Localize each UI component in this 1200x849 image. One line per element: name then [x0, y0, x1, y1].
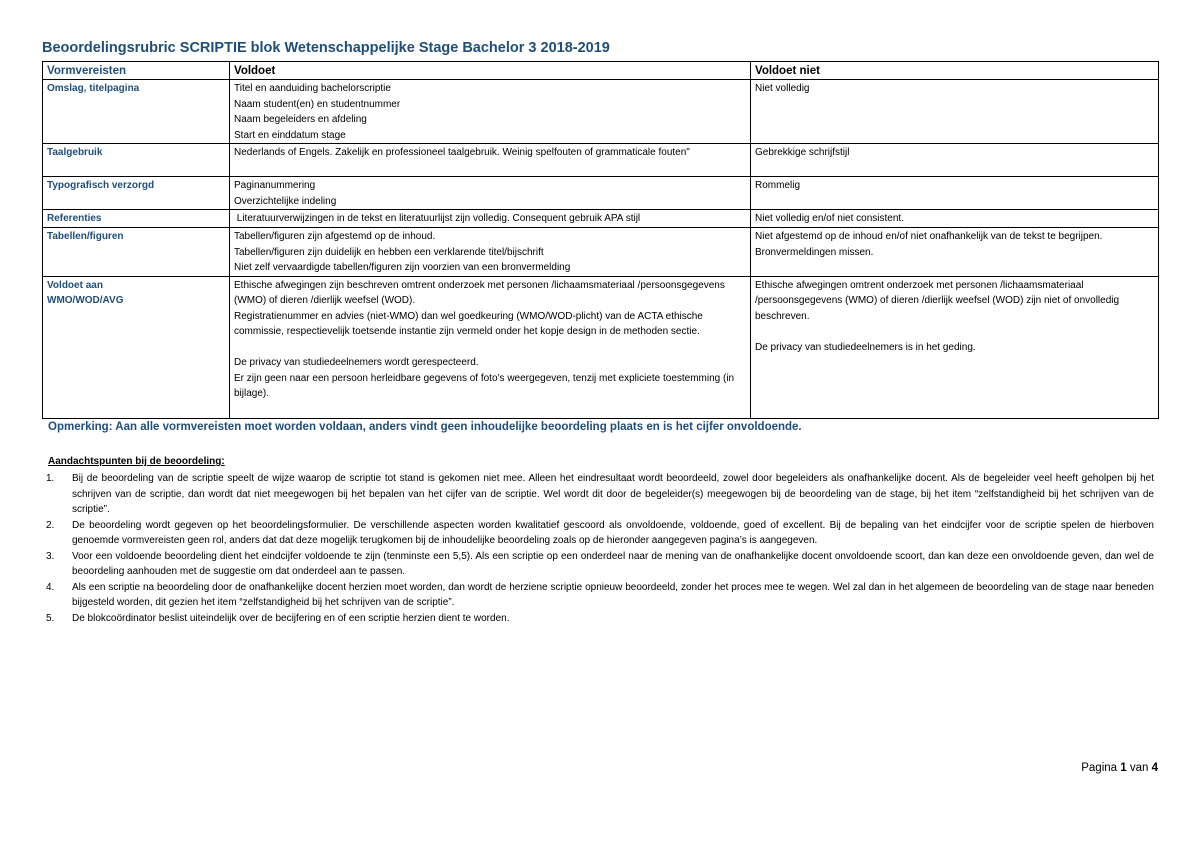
table-row: [43, 210, 1159, 228]
criterion-cell: Taalgebruik: [43, 144, 230, 177]
item-number: 4.: [46, 581, 55, 593]
meets-line: Tabellen/figuren zijn afgestemd op de inhoud.: [234, 231, 436, 242]
criterion-cell: Referenties: [43, 210, 230, 228]
fails-cell: [751, 177, 1159, 210]
criterion-line: Voldoet aan: [47, 279, 103, 291]
meets-cell: [230, 276, 751, 418]
blank-line: [755, 324, 1154, 340]
meets-paragraph: Er zijn geen naar een persoon herleidbare gegevens of foto’s weergegeven, tenzij met expliciete toestemming (in bijlage).: [234, 372, 735, 399]
meets-line: Tabellen/figuren zijn duidelijk en hebben een verklarende titel/bijschrift: [234, 246, 544, 258]
header-voldoet-niet: Voldoet niet: [751, 62, 1159, 80]
item-text: Als een scriptie na beoordeling door de onafhankelijke docent herzien moet worden, dan wordt de herziene scriptie opnieuw beoordeeld, zonder het proces mee te wegen. Wel zal dan in het algemeen de beoordeling van de stage naar beneden bijgesteld worden, dit gezien het item “zelfstandigheid bij het schrijven van de scriptie”.: [72, 581, 1154, 608]
document-title: Beoordelingsrubric SCRIPTIE blok Wetenschappelijke Stage Bachelor 3 2018-2019: [42, 40, 610, 56]
fails-line: Niet afgestemd op de inhoud en/of niet onafhankelijk van de tekst te begrijpen. Bronvermeldingen missen.: [755, 231, 1103, 258]
meets-line: Overzichtelijke indeling: [234, 195, 337, 207]
meets-line: Naam begeleiders en afdeling: [234, 114, 367, 125]
list-item: [42, 549, 1154, 580]
meets-paragraph: Registratienummer en advies (niet-WMO) dan wel goedkeuring (WMO/WOD-plicht) van de ACTA ethische commissie, respectievelijk toetsende instantie zijn vermeld onder het kopje design in de methoden sectie.: [234, 310, 703, 337]
meets-cell: [230, 144, 751, 177]
item-text: De blokcoördinator beslist uiteindelijk over de becijfering en of een scriptie herzien dient te worden.: [72, 612, 510, 624]
fails-cell: [751, 276, 1159, 418]
fails-line: Rommelig: [755, 180, 801, 191]
meets-line: Naam student(en) en studentnummer: [234, 98, 401, 110]
criterion-cell: [43, 276, 230, 418]
fails-paragraph: Ethische afwegingen omtrent onderzoek met personen /lichaamsmateriaal /persoonsgegevens (WMO) of dieren /dierlijk weefsel (WOD) zijn niet of onvolledig beschreven.: [755, 279, 1120, 322]
header-vormvereisten: Vormvereisten: [43, 62, 230, 80]
list-item: [42, 580, 1154, 611]
item-number: 3.: [46, 550, 55, 562]
table-header-row: [43, 62, 1159, 80]
page-number-footer: [1081, 762, 1158, 774]
item-text: Bij de beoordeling van de scriptie speelt de wijze waarop de scriptie tot stand is gekomen niet mee. Alleen het eindresultaat wordt beoordeeld, zowel door begeleiders als onafhankelijke docent. Als de begeleider veel heeft geholpen bij het schrijven van de scriptie, dan wordt dat niet meegewogen bij het bepalen van het cijfer van de scriptie. Wel wordt dit door de begeleider(s) meegewogen bij de beoordeling van de stage, bij het item “zelfstandigheid bij het schrijven van de scriptie”.: [72, 473, 1154, 515]
item-number: 5.: [46, 612, 55, 624]
fails-line: Niet volledig en/of niet consistent.: [755, 213, 904, 224]
footer-middle: van: [1126, 762, 1152, 774]
header-voldoet: Voldoet: [230, 62, 751, 80]
fails-line: Niet volledig: [755, 83, 810, 94]
meets-paragraph: De privacy van studiedeelnemers wordt gerespecteerd.: [234, 357, 479, 368]
meets-cell: [230, 80, 751, 144]
fails-cell: [751, 228, 1159, 277]
criterion-cell: Omslag, titelpagina: [43, 80, 230, 144]
meets-line: Titel en aanduiding bachelorscriptie: [234, 83, 391, 94]
rubric-table: [42, 61, 1159, 419]
item-number: 1.: [46, 473, 55, 484]
list-item: [42, 518, 1154, 549]
meets-line: Niet zelf vervaardigde tabellen/figuren zijn voorzien van een bronvermelding: [234, 262, 571, 273]
remark-text: Opmerking: Aan alle vormvereisten moet worden voldaan, anders vindt geen inhoudelijke beoordeling plaats en is het cijfer onvoldoende.: [48, 421, 802, 433]
fails-cell: [751, 80, 1159, 144]
table-row: [43, 177, 1159, 210]
item-text: Voor een voldoende beoordeling dient het eindcijfer voldoende te zijn (tenminste een 5,5). Als een scriptie op een onderdeel naar de mening van de onafhankelijke docent onvoldoende scoort, dan kan deze een onvoldoende geven, dan wel de beoordeling aanhouden met de suggestie om dat onderdeel aan te passen.: [72, 550, 1154, 577]
item-text: De beoordeling wordt gegeven op het beoordelingsformulier. De verschillende aspecten worden kwalitatief gescoord als onvoldoende, voldoende, goed of excellent. Bij de bepaling van het eindcijfer voor de scriptie spelen de hierboven genoemde vormvereisten geen rol, anders dat dat deze mogelijk terugkomen bij de inhoudelijke beoordeling zoals op de hieronder aangegeven pagina’s is aangegeven.: [72, 519, 1154, 546]
meets-paragraph: Ethische afwegingen zijn beschreven omtrent onderzoek met personen /lichaamsmateriaal /persoonsgegevens (WMO) of dieren /dierlijk weefsel (WOD).: [234, 279, 725, 306]
total-pages: 4: [1151, 762, 1158, 774]
table-row: [43, 80, 1159, 144]
attention-heading: Aandachtspunten bij de beoordeling:: [48, 456, 225, 467]
meets-line: Start en einddatum stage: [234, 129, 346, 141]
document-page: [42, 0, 1158, 849]
criterion-cell: Tabellen/figuren: [43, 228, 230, 277]
fails-cell: [751, 144, 1159, 177]
meets-line: Literatuurverwijzingen in de tekst en literatuurlijst zijn volledig. Consequent gebruik APA stijl: [234, 213, 641, 224]
blank-line: [234, 340, 746, 356]
criterion-line: WMO/WOD/AVG: [47, 295, 124, 306]
meets-cell: [230, 177, 751, 210]
table-row: [43, 276, 1159, 418]
criterion-cell: Typografisch verzorgd: [43, 177, 230, 210]
attention-list: [42, 471, 1154, 626]
footer-prefix: Pagina: [1081, 762, 1121, 774]
meets-cell: [230, 210, 751, 228]
table-row: [43, 144, 1159, 177]
list-item: [42, 611, 1154, 627]
item-number: 2.: [46, 519, 55, 531]
fails-cell: [751, 210, 1159, 228]
fails-line: Gebrekkige schrijfstijl: [755, 147, 850, 158]
meets-cell: [230, 228, 751, 277]
table-row: [43, 228, 1159, 277]
meets-line: Paginanummering: [234, 180, 316, 191]
current-page: 1: [1120, 762, 1127, 774]
list-item: [42, 471, 1154, 518]
meets-line: Nederlands of Engels. Zakelijk en professioneel taalgebruik. Weinig spelfouten of grammaticale fouten": [234, 147, 690, 158]
fails-paragraph: De privacy van studiedeelnemers is in het geding.: [755, 341, 976, 353]
